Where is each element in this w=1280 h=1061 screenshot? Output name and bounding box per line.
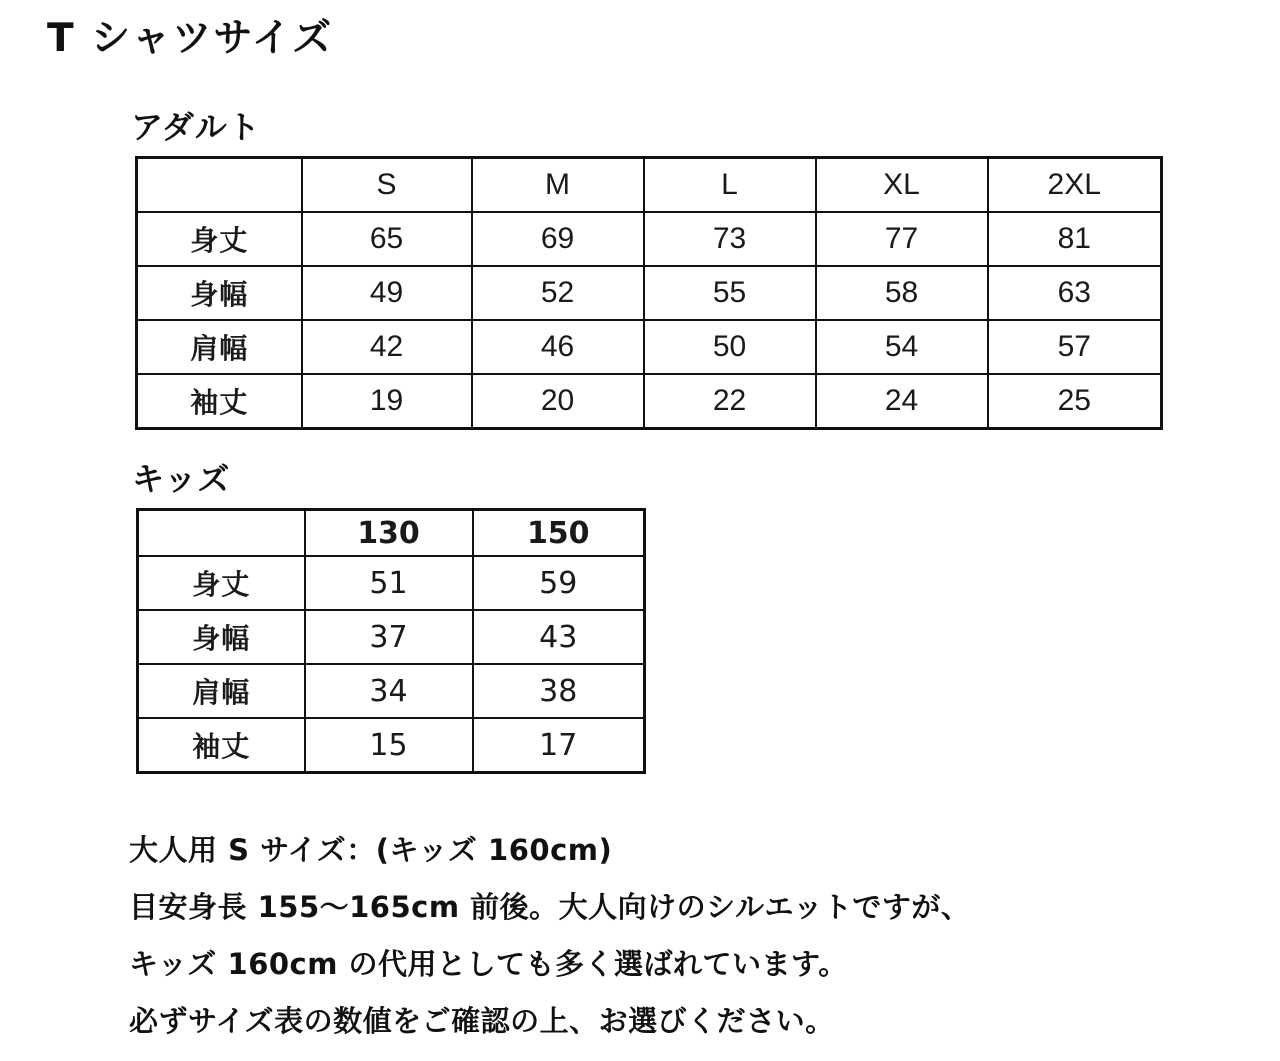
adult-cell: 55 — [644, 266, 816, 320]
adult-table-row — [137, 374, 1162, 429]
kids-row-label: 身丈 — [138, 556, 305, 610]
kids-table-row — [138, 664, 645, 718]
kids-cell: 17 — [473, 718, 645, 773]
kids-table-row — [138, 556, 645, 610]
kids-col-header: 130 — [305, 510, 473, 557]
note-line: 必ずサイズ表の数値をご確認の上、お選びください。 — [129, 1004, 835, 1038]
note-line: 大人用 S サイズ：(キッズ 160cm) — [129, 833, 613, 867]
adult-cell: 19 — [302, 374, 472, 429]
kids-section-label: キッズ — [132, 460, 231, 498]
adult-table-row — [137, 320, 1162, 374]
adult-header-row — [137, 158, 1162, 213]
kids-header-row — [138, 510, 645, 557]
adult-table-row — [137, 212, 1162, 266]
kids-cell: 34 — [305, 664, 473, 718]
adult-cell: 52 — [472, 266, 644, 320]
adult-cell: 69 — [472, 212, 644, 266]
adult-cell: 77 — [816, 212, 988, 266]
size-notes — [129, 822, 970, 1050]
adult-cell: 20 — [472, 374, 644, 429]
note-line: 目安身長 155〜165cm 前後。大人向けのシルエットですが、 — [129, 890, 971, 924]
adult-row-label: 袖丈 — [137, 374, 302, 429]
adult-size-table — [135, 156, 1163, 430]
adult-cell: 58 — [816, 266, 988, 320]
adult-row-label: 肩幅 — [137, 320, 302, 374]
adult-cell: 81 — [988, 212, 1162, 266]
adult-col-header: L — [644, 158, 816, 213]
adult-cell: 42 — [302, 320, 472, 374]
adult-col-header: XL — [816, 158, 988, 213]
adult-corner-cell — [137, 158, 302, 213]
kids-cell: 59 — [473, 556, 645, 610]
adult-cell: 24 — [816, 374, 988, 429]
adult-row-label: 身丈 — [137, 212, 302, 266]
adult-table-row — [137, 266, 1162, 320]
adult-cell: 50 — [644, 320, 816, 374]
adult-cell: 54 — [816, 320, 988, 374]
kids-row-label: 身幅 — [138, 610, 305, 664]
kids-cell: 38 — [473, 664, 645, 718]
kids-corner-cell — [138, 510, 305, 557]
kids-row-label: 袖丈 — [138, 718, 305, 773]
kids-row-label: 肩幅 — [138, 664, 305, 718]
adult-cell: 73 — [644, 212, 816, 266]
adult-col-header: 2XL — [988, 158, 1162, 213]
adult-cell: 49 — [302, 266, 472, 320]
adult-cell: 22 — [644, 374, 816, 429]
page-title: T シャツサイズ — [47, 16, 334, 61]
adult-col-header: S — [302, 158, 472, 213]
kids-size-table — [136, 508, 646, 774]
adult-section-label: アダルト — [131, 108, 261, 146]
kids-col-header: 150 — [473, 510, 645, 557]
note-line: キッズ 160cm の代用としても多く選ばれています。 — [129, 947, 848, 981]
adult-cell: 25 — [988, 374, 1162, 429]
adult-cell: 63 — [988, 266, 1162, 320]
adult-row-label: 身幅 — [137, 266, 302, 320]
kids-cell: 15 — [305, 718, 473, 773]
kids-table-row — [138, 610, 645, 664]
adult-col-header: M — [472, 158, 644, 213]
adult-cell: 57 — [988, 320, 1162, 374]
adult-cell: 65 — [302, 212, 472, 266]
adult-cell: 46 — [472, 320, 644, 374]
kids-cell: 51 — [305, 556, 473, 610]
kids-cell: 37 — [305, 610, 473, 664]
kids-table-row — [138, 718, 645, 773]
kids-cell: 43 — [473, 610, 645, 664]
